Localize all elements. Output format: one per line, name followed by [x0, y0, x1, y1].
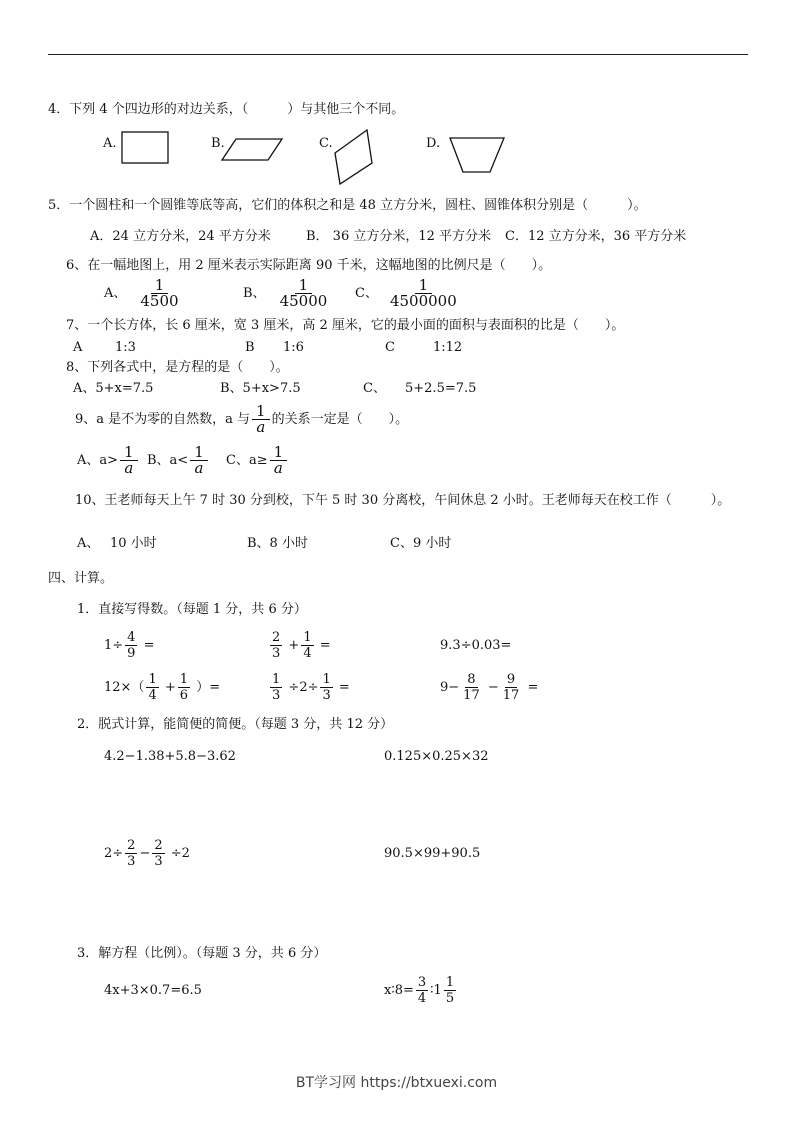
equation-2: x∶8= $\frac{3}{4}$ ∶1 $\frac{1}{5}$ — [384, 975, 455, 1006]
q4-label-c: C. — [319, 136, 333, 151]
q8-stem: 8、下列各式中，是方程的是（ ）。 — [66, 360, 289, 375]
rectangle-shape — [122, 132, 168, 163]
q6-stem: 6、在一幅地图上，用 2 厘米表示实际距离 90 千米，这幅地图的比例尺是（ ）。 — [66, 258, 552, 273]
part-1-title: 1．直接写得数。（每题 1 分，共 6 分） — [77, 602, 307, 617]
calc-4: 12×（ $\frac{1}{4}$ + $\frac{1}{6}$ ）= — [104, 672, 221, 703]
q5-option-a: A．24 立方分米，24 平方分米 — [90, 229, 271, 244]
q4-stem: 4．下列 4 个四边形的对边关系，（ ）与其他三个不同。 — [48, 102, 405, 117]
q4-label-b: B. — [211, 136, 225, 151]
q10-option-a-value: 10 小时 — [110, 536, 157, 551]
q8-option-b: B、5+x>7.5 — [220, 381, 301, 396]
q10-stem: 10、王老师每天上午 7 时 30 分到校，下午 5 时 30 分离校，午间休息 2 小时。王老师每天在校工作（ ）。 — [75, 493, 731, 508]
calc-6: 9− $\frac{8}{17}$ − $\frac{9}{17}$ = — [440, 672, 539, 703]
q7-option-b-value: 1:6 — [283, 340, 304, 355]
q7-stem: 7、一个长方体，长 6 厘米，宽 3 厘米，高 2 厘米，它的最小面的面积与表面积的比是（ ）。 — [66, 318, 625, 333]
calc-3: 9.3÷0.03= — [440, 638, 512, 653]
calc-5: $\frac{1}{3}$ ÷2÷ $\frac{1}{3}$ = — [272, 672, 350, 703]
simplify-3: 2÷ $\frac{2}{3}$ − $\frac{2}{3}$ ÷2 — [104, 838, 190, 869]
q4-label-d: D. — [426, 136, 441, 151]
q7-option-c-value: 1:12 — [433, 340, 463, 355]
q9-option-c: C、a≥ $\frac{1}{a}$ — [226, 445, 289, 476]
q5-option-b: B． 36 立方分米，12 平方分米 — [306, 229, 492, 244]
footer-watermark: BT学习网 https://btxuexi.com — [295, 1075, 498, 1091]
q8-option-c-label: C、 — [363, 381, 386, 396]
q5-option-c: C．12 立方分米，36 平方分米 — [505, 229, 687, 244]
part-3-title: 3．解方程（比例）。（每题 3 分，共 6 分） — [77, 946, 327, 961]
q7-option-a-label: A — [73, 340, 83, 355]
parallelogram-shape — [222, 139, 282, 160]
calc-2: $\frac{2}{3}$ + $\frac{1}{4}$ = — [272, 630, 331, 661]
q7-option-b-label: B — [245, 340, 255, 355]
q6-option-b: B、 $\frac{1}{45000}$ — [243, 276, 328, 310]
q5-stem: 5．一个圆柱和一个圆锥等底等高，它们的体积之和是 48 立方分米，圆柱、圆锥体积分别是（ ）。 — [48, 198, 647, 213]
rhombus-shape — [335, 130, 372, 184]
q6-option-a: A、 $\frac{1}{4500}$ — [104, 276, 179, 310]
q10-option-a-label: A、 — [77, 536, 100, 551]
trapezoid-shape — [450, 138, 504, 172]
equation-1: 4x+3×0.7=6.5 — [104, 983, 202, 998]
simplify-2: 0.125×0.25×32 — [384, 749, 489, 764]
q6-option-c: C、 $\frac{1}{4500000}$ — [355, 276, 457, 310]
q8-option-c-value: 5+2.5=7.5 — [405, 381, 477, 396]
section-4-title: 四、计算。 — [48, 571, 114, 586]
q10-option-b: B、8 小时 — [247, 536, 308, 551]
q9-stem: 9、a 是不为零的自然数，a 与 $\frac{1}{a}$ 的关系一定是（ ）。 — [75, 402, 409, 436]
q7-option-c-label: C — [385, 340, 395, 355]
q7-option-a-value: 1:3 — [115, 340, 136, 355]
simplify-4: 90.5×99+90.5 — [384, 846, 481, 861]
q10-option-c: C、9 小时 — [390, 536, 452, 551]
q4-label-a: A. — [103, 136, 117, 151]
q8-option-a: A、5+x=7.5 — [73, 381, 154, 396]
q9-option-a: A、a> $\frac{1}{a}$ — [77, 445, 140, 476]
q9-option-b: B、a< $\frac{1}{a}$ — [147, 445, 210, 476]
calc-1: 1÷ $\frac{4}{9}$ = — [104, 630, 155, 661]
simplify-1: 4.2−1.38+5.8−3.62 — [104, 749, 236, 764]
part-2-title: 2．脱式计算，能简便的简便。（每题 3 分，共 12 分） — [77, 717, 394, 732]
quadrilateral-figures — [0, 0, 793, 200]
